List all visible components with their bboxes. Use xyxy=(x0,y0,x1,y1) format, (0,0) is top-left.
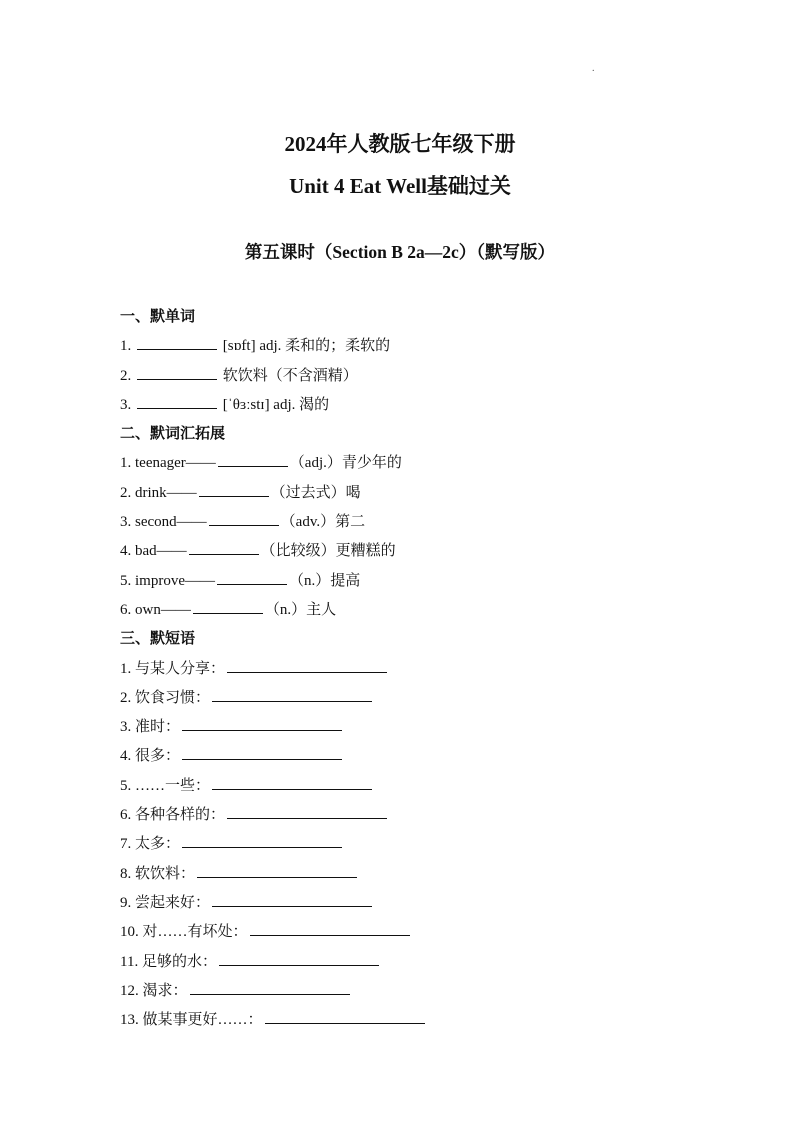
expansion-item xyxy=(120,508,740,537)
phrase-item xyxy=(120,772,740,801)
phrase-item xyxy=(120,1006,740,1035)
answer-blank[interactable] xyxy=(212,686,372,702)
item-number: 5. xyxy=(120,572,132,589)
expansion-item xyxy=(120,596,740,625)
word-item xyxy=(120,332,740,361)
phrase-item xyxy=(120,684,740,713)
item-text: （adj.）青少年的 xyxy=(289,455,402,472)
section1-heading: 一、默单词 xyxy=(120,309,196,325)
item-number: 13. xyxy=(120,1012,139,1029)
phrase-item xyxy=(120,801,740,830)
item-text: （比较级）更糟糕的 xyxy=(260,543,396,560)
item-text: [ˈθɜːstɪ] adj. 渴的 xyxy=(222,396,330,413)
answer-blank[interactable] xyxy=(227,657,387,673)
item-text: [sɒft] adj. 柔和的；柔软的 xyxy=(222,338,391,355)
answer-blank[interactable] xyxy=(219,950,379,966)
phrase-item xyxy=(120,655,740,684)
item-number: 9. xyxy=(120,894,132,911)
item-text: 渴求： xyxy=(142,982,188,999)
item-word: own—— xyxy=(135,601,191,618)
answer-blank[interactable] xyxy=(197,862,357,878)
answer-blank[interactable] xyxy=(212,774,372,790)
phrase-item xyxy=(120,977,740,1006)
item-text: 准时： xyxy=(135,719,181,736)
answer-blank[interactable] xyxy=(199,481,269,497)
answer-blank[interactable] xyxy=(137,364,217,380)
item-number: 6. xyxy=(120,601,132,618)
item-number: 4. xyxy=(120,543,132,560)
answer-blank[interactable] xyxy=(193,598,263,614)
phrase-item xyxy=(120,948,740,977)
answer-blank[interactable] xyxy=(182,744,342,760)
page-title: 2024年人教版七年级下册 xyxy=(284,132,516,156)
item-number: 4. xyxy=(120,748,132,765)
item-number: 3. xyxy=(120,396,132,413)
item-word: bad—— xyxy=(135,543,187,560)
answer-blank[interactable] xyxy=(137,393,217,409)
phrase-item xyxy=(120,742,740,771)
item-text: 很多： xyxy=(135,748,181,765)
item-text: （n.）主人 xyxy=(264,601,337,618)
item-number: 8. xyxy=(120,865,132,882)
item-number: 1. xyxy=(120,660,132,677)
phrase-item xyxy=(120,918,740,947)
answer-blank[interactable] xyxy=(182,715,342,731)
expansion-item xyxy=(120,449,740,478)
item-text: （adv.）第二 xyxy=(280,514,366,531)
worksheet-body xyxy=(120,303,740,1035)
answer-blank[interactable] xyxy=(227,803,387,819)
item-text: （过去式）喝 xyxy=(270,484,361,501)
item-number: 11. xyxy=(120,953,139,970)
phrase-item xyxy=(120,830,740,859)
item-number: 3. xyxy=(120,514,132,531)
item-word: improve—— xyxy=(135,572,215,589)
answer-blank[interactable] xyxy=(218,451,288,467)
item-number: 12. xyxy=(120,982,139,999)
item-number: 7. xyxy=(120,836,132,853)
item-text: 对……有坏处： xyxy=(142,924,248,941)
section2-heading: 二、默词汇拓展 xyxy=(120,426,226,443)
item-text: 软饮料（不含酒精） xyxy=(222,367,358,384)
item-number: 5. xyxy=(120,777,132,794)
item-number: 1. xyxy=(120,455,132,472)
unit-title: Unit 4 Eat Well基础过关 xyxy=(289,174,511,198)
item-number: 10. xyxy=(120,924,139,941)
answer-blank[interactable] xyxy=(137,334,217,350)
lesson-subtitle: 第五课时（Section B 2a—2c）（默写版） xyxy=(244,242,556,262)
item-word: teenager—— xyxy=(135,455,216,472)
corner-mark: . xyxy=(592,63,595,74)
phrase-item xyxy=(120,713,740,742)
item-text: 各种各样的： xyxy=(135,807,226,824)
item-number: 2. xyxy=(120,484,132,501)
item-word: drink—— xyxy=(135,484,197,501)
item-text: 做某事更好……： xyxy=(142,1012,263,1029)
answer-blank[interactable] xyxy=(217,569,287,585)
answer-blank[interactable] xyxy=(250,920,410,936)
answer-blank[interactable] xyxy=(265,1008,425,1024)
phrase-item xyxy=(120,860,740,889)
answer-blank[interactable] xyxy=(209,510,279,526)
item-number: 3. xyxy=(120,719,132,736)
answer-blank[interactable] xyxy=(190,979,350,995)
answer-blank[interactable] xyxy=(182,832,342,848)
item-word: second—— xyxy=(135,514,207,531)
item-text: 太多： xyxy=(135,836,181,853)
item-number: 2. xyxy=(120,367,132,384)
item-text: ……一些： xyxy=(135,777,211,794)
expansion-item xyxy=(120,479,740,508)
item-text: 软饮料： xyxy=(135,865,196,882)
answer-blank[interactable] xyxy=(189,539,259,555)
item-text: 饮食习惯： xyxy=(135,689,211,706)
word-item xyxy=(120,391,740,420)
phrase-item xyxy=(120,889,740,918)
item-text: （n.）提高 xyxy=(289,572,361,589)
item-number: 6. xyxy=(120,807,132,824)
expansion-item xyxy=(120,537,740,566)
item-number: 2. xyxy=(120,689,132,706)
answer-blank[interactable] xyxy=(212,891,372,907)
expansion-item xyxy=(120,567,740,596)
word-item xyxy=(120,362,740,391)
item-text: 尝起来好： xyxy=(135,894,211,911)
section3-heading: 三、默短语 xyxy=(120,631,196,648)
item-text: 足够的水： xyxy=(141,953,217,970)
item-number: 1. xyxy=(120,338,132,355)
item-text: 与某人分享： xyxy=(135,660,226,677)
